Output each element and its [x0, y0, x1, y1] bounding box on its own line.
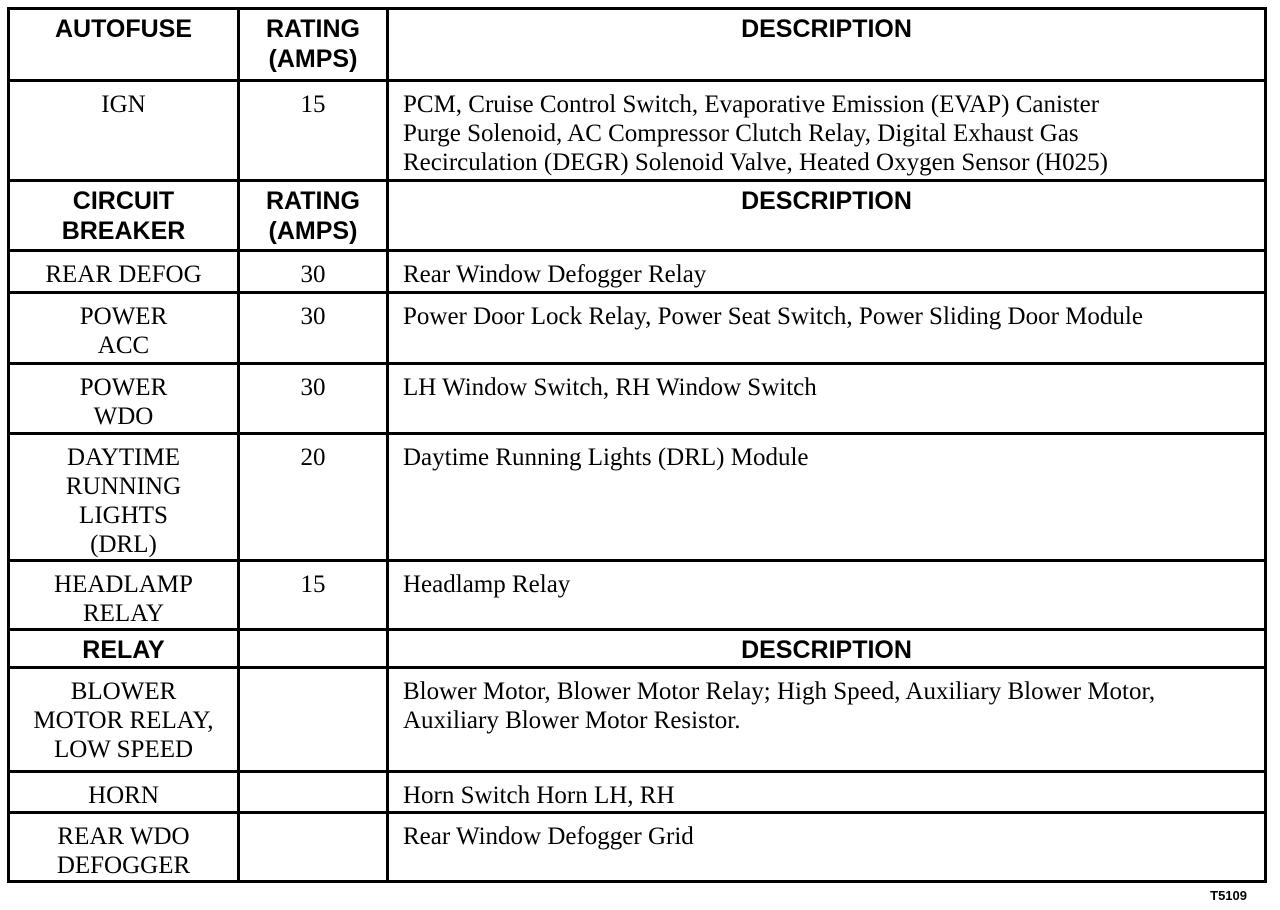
relay-header-row [9, 630, 1266, 668]
table-row [9, 293, 1266, 364]
text-line: HORN [88, 782, 159, 809]
component-name [9, 813, 239, 882]
description-text [388, 772, 1266, 813]
table-row [9, 364, 1266, 434]
text-line: Rear Window Defogger Relay [403, 261, 707, 288]
text-line: RATING [266, 187, 360, 215]
description-column-header: DESCRIPTION [388, 630, 1266, 668]
text-line: (DRL) [90, 531, 157, 558]
text-line: WDO [93, 403, 154, 430]
circuit-breaker-column-header [9, 181, 239, 251]
table-row [9, 772, 1266, 813]
text-line: LIGHTS [79, 502, 168, 529]
text-line: Daytime Running Lights (DRL) Module [403, 444, 809, 471]
text-line: Headlamp Relay [403, 571, 571, 598]
description-text [388, 251, 1266, 293]
rating-value [239, 813, 388, 882]
autofuse-column-header [9, 9, 239, 81]
text-line: Rear Window Defogger Grid [403, 823, 694, 850]
text-line: DEFOGGER [56, 852, 191, 879]
component-name [9, 561, 239, 630]
figure-code: T5109 [1210, 888, 1247, 903]
rating-value: 15 [239, 81, 388, 181]
rating-value: 20 [239, 434, 388, 561]
text-line: Purge Solenoid, AC Compressor Clutch Relay, Digital Exhaust Gas [403, 120, 1079, 147]
text-line: RATING [266, 15, 360, 43]
text-line: RELAY [82, 600, 165, 627]
component-name [9, 293, 239, 364]
rating-value: 15 [239, 561, 388, 630]
description-text [388, 293, 1266, 364]
rating-value: 30 [239, 251, 388, 293]
rating-column-header [239, 181, 388, 251]
rating-column-header [239, 9, 388, 81]
description-text [388, 561, 1266, 630]
text-line: RELAY [82, 636, 165, 664]
description-column-header: DESCRIPTION [388, 9, 1266, 81]
text-line: POWER [79, 303, 168, 330]
text-line: PCM, Cruise Control Switch, Evaporative Emission (EVAP) Canister [403, 91, 1100, 118]
description-text [388, 364, 1266, 434]
table-row [9, 81, 1266, 181]
relay-column-header [9, 630, 239, 668]
autofuse-header-row [9, 9, 1266, 81]
table-row [9, 813, 1266, 882]
text-line: Power Door Lock Relay, Power Seat Switch, Power Sliding Door Module [403, 303, 1143, 330]
component-name [9, 251, 239, 293]
text-line: Blower Motor, Blower Motor Relay; High Speed, Auxiliary Blower Motor, [403, 678, 1156, 705]
component-name [9, 434, 239, 561]
description-text [388, 668, 1266, 772]
fuse-relay-table [7, 7, 1267, 883]
text-line: RUNNING [65, 473, 182, 500]
component-name [9, 364, 239, 434]
text-line: MOTOR RELAY, [33, 707, 214, 734]
text-line: AUTOFUSE [54, 15, 193, 43]
text-line: POWER [79, 374, 168, 401]
text-line: Auxiliary Blower Motor Resistor. [403, 707, 741, 734]
text-line: HEADLAMP [54, 571, 193, 598]
table-row [9, 561, 1266, 630]
text-line: DAYTIME [67, 444, 180, 471]
text-line: LOW SPEED [53, 736, 194, 763]
text-line: Recirculation (DEGR) Solenoid Valve, Heated Oxygen Sensor (H025) [403, 149, 1108, 176]
text-line: (AMPS) [268, 217, 358, 245]
rating-value: 30 [239, 364, 388, 434]
text-line: REAR WDO [57, 823, 190, 850]
text-line: BREAKER [61, 217, 186, 245]
circuit-breaker-header-row [9, 181, 1266, 251]
text-line: ACC [97, 332, 150, 359]
description-text [388, 81, 1266, 181]
text-line: BLOWER [70, 678, 177, 705]
text-line: (AMPS) [268, 45, 358, 73]
text-line: Horn Switch Horn LH, RH [403, 782, 675, 809]
rating-value: 30 [239, 293, 388, 364]
rating-value [239, 668, 388, 772]
description-text [388, 434, 1266, 561]
component-name [9, 81, 239, 181]
text-line: REAR DEFOG [45, 261, 202, 288]
text-line: IGN [101, 91, 146, 118]
component-name [9, 772, 239, 813]
table-row [9, 434, 1266, 561]
text-line: CIRCUIT [72, 187, 175, 215]
description-text [388, 813, 1266, 882]
empty-column-header [239, 630, 388, 668]
table-row [9, 668, 1266, 772]
description-column-header: DESCRIPTION [388, 181, 1266, 251]
component-name [9, 668, 239, 772]
table-row [9, 251, 1266, 293]
rating-value [239, 772, 388, 813]
text-line: LH Window Switch, RH Window Switch [403, 374, 817, 401]
